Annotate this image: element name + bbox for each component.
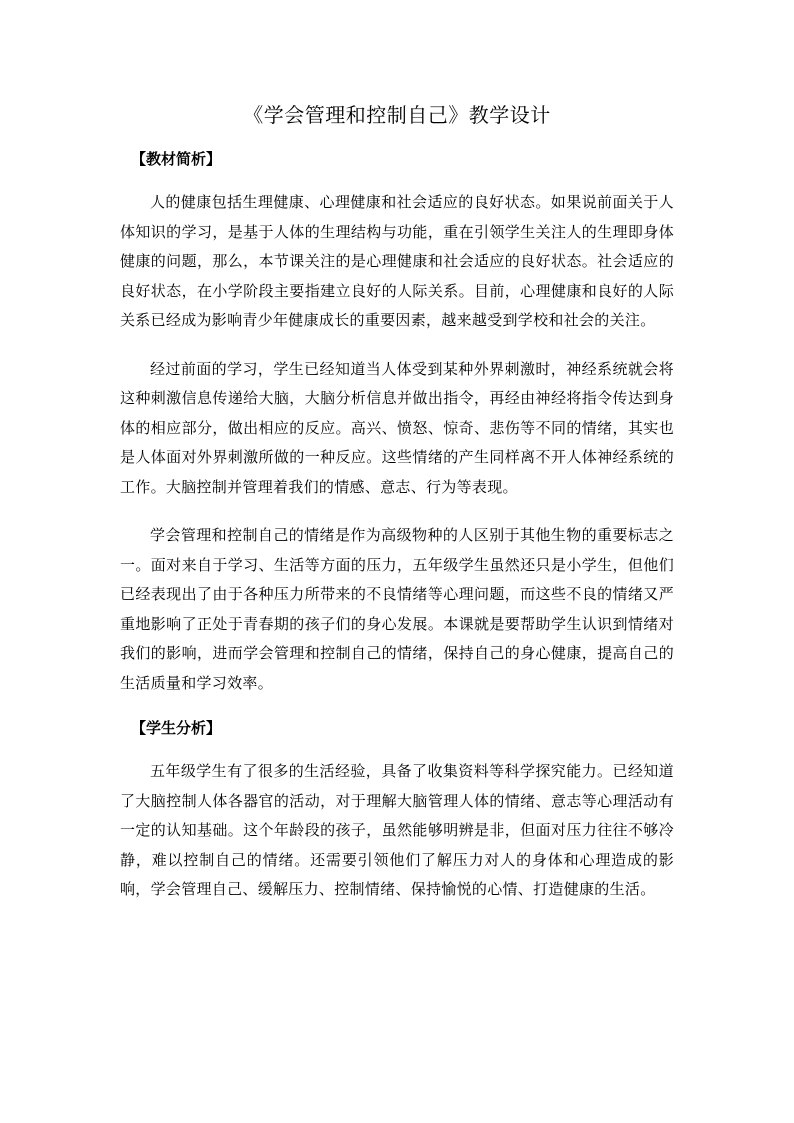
document-page	[120, 100, 674, 924]
section-textbook-analysis	[120, 148, 674, 698]
section-heading-textbook-analysis: 【教材简析】	[131, 150, 222, 168]
document-title: 《学会管理和控制自己》教学设计	[243, 103, 551, 127]
paragraph: 学会管理和控制自己的情绪是作为高级物种的人区别于其他生物的重要标志之一。面对来自于学习、生活等方面的压力，五年级学生虽然还只是小学生，但他们已经表现出了由于各种压力所带来的不良情绪等心理问题，而这些不良的情绪又严重地影响了正处于青春期的孩子们的身心发展。本课就是要帮助学生认识到情绪对我们的影响，进而学会管理和控制自己的情绪，保持自己的身心健康，提高自己的生活质量和学习效率。	[120, 526, 674, 692]
paragraph: 五年级学生有了很多的生活经验，具备了收集资料等科学探究能力。已经知道了大脑控制人体各器官的活动，对于理解大脑管理人体的情绪、意志等心理活动有一定的认知基础。这个年龄段的孩子，虽然能够明辨是非，但面对压力往往不够冷静，难以控制自己的情绪。还需要引领他们了解压力对人的身体和心理造成的影响，学会管理自己、缓解压力、控制情绪、保持愉悦的心情、打造健康的生活。	[120, 762, 674, 898]
paragraph: 经过前面的学习，学生已经知道当人体受到某种外界刺激时，神经系统就会将这种刺激信息传递给大脑，大脑分析信息并做出指令，再经由神经将指令传达到身体的相应部分，做出相应的反应。高兴、愤怒、惊奇、悲伤等不同的情绪，其实也是人体面对外界刺激所做的一种反应。这些情绪的产生同样离不开人体神经系统的工作。大脑控制并管理着我们的情感、意志、行为等表现。	[120, 359, 674, 496]
section-heading-student-analysis: 【学生分析】	[131, 719, 222, 737]
section-student-analysis	[120, 717, 674, 905]
paragraph: 人的健康包括生理健康、心理健康和社会适应的良好状态。如果说前面关于人体知识的学习，是基于人体的生理结构与功能，重在引领学生关注人的生理即身体健康的问题，那么，本节课关注的是心理健康和社会适应的良好状态。社会适应的良好状态，在小学阶段主要指建立良好的人际关系。目前，心理健康和良好的人际关系已经成为影响青少年健康成长的重要因素，越来越受到学校和社会的关注。	[120, 193, 674, 329]
